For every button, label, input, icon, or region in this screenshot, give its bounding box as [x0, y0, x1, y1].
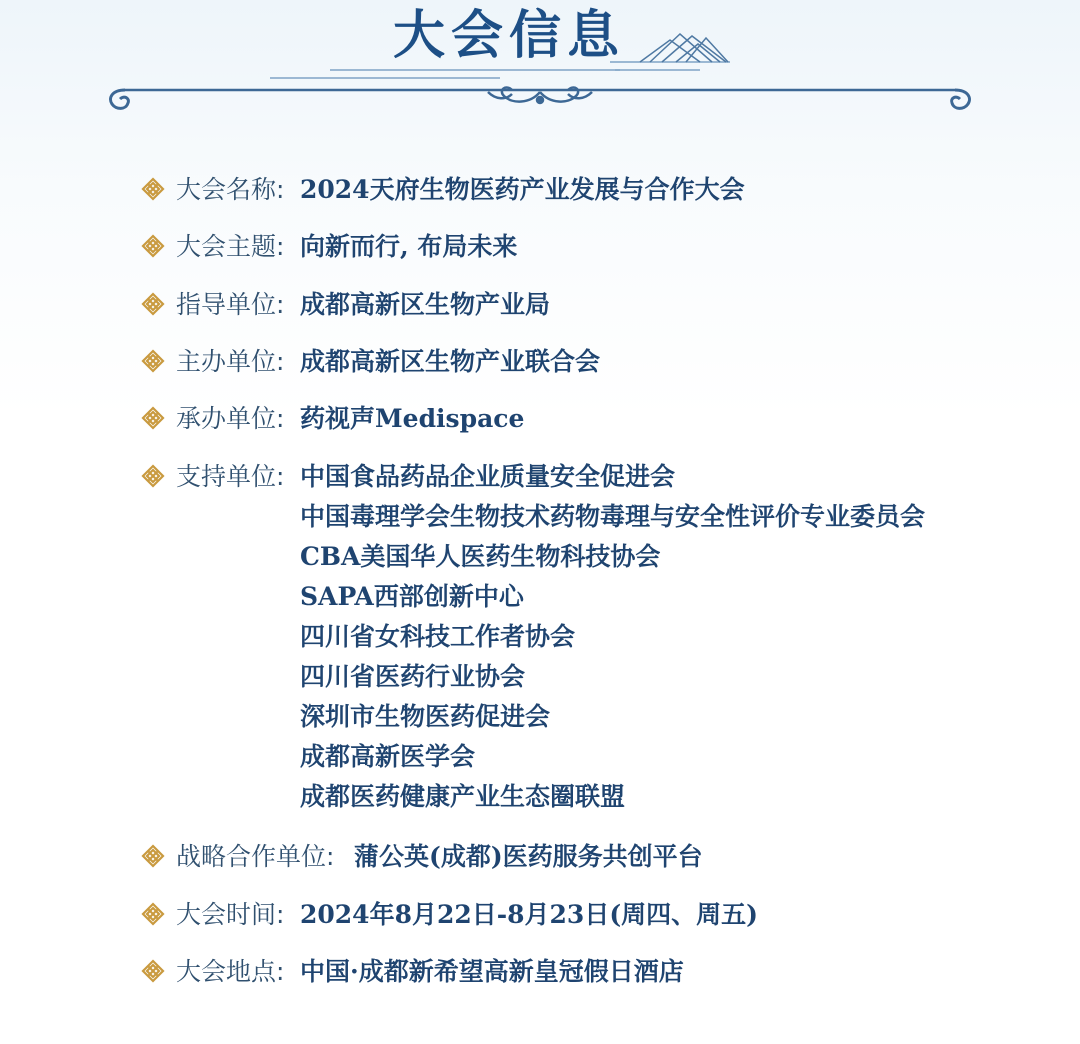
item-label: 承办单位:: [176, 404, 285, 433]
item-value: 蒲公英(成都)医药服务共创平台: [354, 842, 703, 871]
knot-bullet-icon: [140, 901, 166, 927]
item-label: 战略合作单位:: [176, 842, 335, 871]
item-label: 大会主题:: [176, 232, 285, 261]
item-value: 中国·成都新希望高新皇冠假日酒店: [300, 957, 684, 986]
item-value: 向新而行, 布局未来: [300, 232, 518, 261]
list-item: [0, 952, 1080, 992]
list-item: [0, 227, 1080, 267]
list-item: [0, 457, 1080, 497]
list-item: [0, 170, 1080, 210]
supporter-name: CBA美国华人医药生物科技协会: [300, 542, 661, 571]
item-value: 中国食品药品企业质量安全促进会: [300, 462, 676, 491]
knot-bullet-icon: [140, 176, 166, 202]
item-value: 成都高新区生物产业联合会: [300, 347, 601, 376]
item-label: 主办单位:: [176, 347, 285, 376]
knot-bullet-icon: [140, 405, 166, 431]
list-item: [0, 399, 1080, 439]
supporter-name: 中国毒理学会生物技术药物毒理与安全性评价专业委员会: [300, 502, 926, 531]
list-item: [0, 285, 1080, 325]
page-title: 大会信息: [393, 5, 626, 66]
knot-bullet-icon: [140, 463, 166, 489]
supporter-name: 四川省女科技工作者协会: [300, 622, 576, 651]
supporter-name: 四川省医药行业协会: [300, 662, 526, 691]
item-value: 2024天府生物医药产业发展与合作大会: [300, 175, 745, 204]
knot-bullet-icon: [140, 843, 166, 869]
item-label: 大会地点:: [176, 957, 285, 986]
knot-bullet-icon: [140, 291, 166, 317]
knot-bullet-icon: [140, 958, 166, 984]
supporter-name: 成都医药健康产业生态圈联盟: [300, 782, 626, 811]
supporter-name: SAPA西部创新中心: [300, 582, 524, 611]
list-item: [0, 895, 1080, 935]
list-item: [0, 837, 1080, 877]
item-value: 2024年8月22日-8月23日(周四、周五): [300, 900, 758, 929]
supporter-name: 深圳市生物医药促进会: [300, 702, 551, 731]
item-label: 指导单位:: [176, 290, 285, 319]
item-label: 大会时间:: [176, 900, 285, 929]
item-value: 药视声Medispace: [300, 404, 525, 433]
item-value: 成都高新区生物产业局: [300, 290, 551, 319]
knot-bullet-icon: [140, 348, 166, 374]
knot-bullet-icon: [140, 233, 166, 259]
item-label: 大会名称:: [176, 175, 285, 204]
list-item: [0, 342, 1080, 382]
supporter-name: 成都高新医学会: [300, 742, 476, 771]
item-label: 支持单位:: [176, 462, 285, 491]
